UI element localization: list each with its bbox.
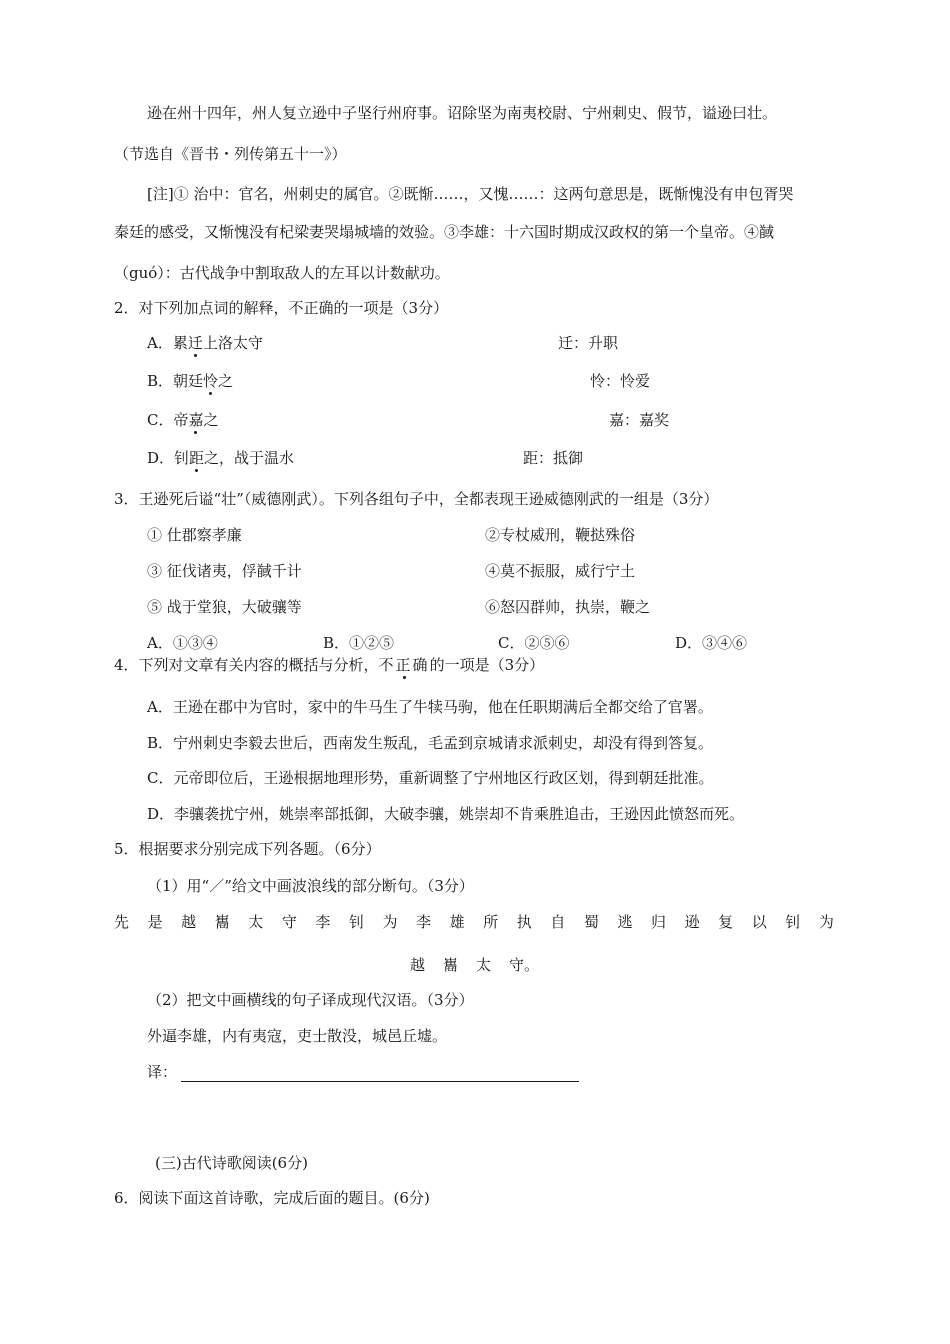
- punctuation-passage-end: [410, 955, 539, 975]
- q4-option-b: B．宁州刺史李毅去世后，西南发生叛乱，毛孟到京城请求派刺史，却没有得到答复。: [147, 734, 714, 752]
- passage-char: 为: [818, 913, 834, 931]
- passage-char: 复: [718, 913, 734, 931]
- note-line: 秦廷的感受，又惭愧没有杞梁妻哭塌城墙的效验。③李雄：十六国时期成汉政权的第一个皇帝。④馘: [114, 223, 775, 241]
- passage-char: 钊: [785, 913, 801, 931]
- q3-choice-b: B．①②⑤: [323, 634, 395, 652]
- passage-line: 逊在州十四年，州人复立逊中子坚行州府事。诏除坚为南夷校尉、宁州刺史、假节，谥逊曰壮。: [147, 104, 778, 122]
- question-6-stem: 6．阅读下面这首诗歌，完成后面的题目。(6分): [114, 1189, 430, 1207]
- note-line: （guó）：古代战争中割取敌人的左耳以计数献功。: [114, 264, 450, 282]
- passage-char: 钊: [348, 913, 364, 931]
- question-3-stem: 3．王逊死后谥“壮”（威德刚武）。下列各组句子中，全都表现王逊威德刚武的一组是（3分）: [114, 490, 719, 508]
- passage-char: 归: [651, 913, 667, 931]
- q2-option-c: C．帝嘉之: [147, 411, 219, 429]
- q2-option-d-gloss: 距：抵御: [523, 449, 584, 467]
- q2-option-c-gloss: 嘉：嘉奖: [609, 411, 670, 429]
- note-line: [注]① 治中：官名，州刺史的属官。②既惭……，又愧……：这两句意思是，既惭愧没有申包胥哭: [147, 185, 794, 203]
- q5-sub1: （1）用“／”给文中画波浪线的部分断句。（3分）: [147, 877, 474, 895]
- q4-option-a: A．王逊在郡中为官时，家中的牛马生了牛犊马驹，他在任职期满后全都交给了官署。: [147, 698, 713, 716]
- q5-sub2: （2）把文中画横线的句子译成现代汉语。（3分）: [147, 991, 474, 1009]
- q2-option-a-gloss: 迁：升职: [558, 334, 619, 352]
- q3-item: ④莫不振服，威行宁土: [485, 562, 636, 580]
- passage-char: 逊: [684, 913, 700, 931]
- passage-char: 蜀: [583, 913, 599, 931]
- q4-option-d: D．李骧袭扰宁州，姚崇率部抵御，大破李骧，姚崇却不肯乘胜追击，王逊因此愤怒而死。: [147, 805, 745, 823]
- q2-option-b-gloss: 怜：怜爱: [590, 372, 651, 390]
- emphasis-dots: 不正确: [378, 656, 430, 674]
- q3-choice-d: D．③④⑥: [675, 634, 748, 652]
- answer-blank[interactable]: [181, 1065, 579, 1082]
- section-heading: (三)古代诗歌阅读(6分): [155, 1154, 308, 1172]
- q2-option-b: B．朝廷怜之: [147, 372, 234, 390]
- translate-sentence: 外逼李雄，内有夷寇，吏士散没，城邑丘墟。: [147, 1027, 448, 1045]
- passage-char: 逃: [617, 913, 633, 931]
- passage-char: 为: [382, 913, 398, 931]
- passage-source: （节选自《晋书・列传第五十一》）: [114, 145, 347, 163]
- q3-item: ②专杖威刑，鞭挞殊俗: [485, 526, 636, 544]
- passage-char: 是: [147, 913, 163, 931]
- q3-choice-c: C．②⑤⑥: [498, 634, 570, 652]
- passage-char: 巂: [443, 956, 459, 974]
- passage-char: 越: [181, 913, 197, 931]
- passage-char: 守。: [509, 956, 540, 974]
- q3-item: ⑤ 战于堂狼，大破骧等: [147, 598, 302, 616]
- question-4-stem: 4．下列对文章有关内容的概括与分析，不正确的一项是（3分）: [114, 656, 545, 674]
- q3-item: ① 仕郡察孝廉: [147, 526, 242, 544]
- q4-option-c: C．元帝即位后，王逊根据地理形势，重新调整了宁州地区行政区划，得到朝廷批准。: [147, 769, 714, 787]
- passage-char: 所: [483, 913, 499, 931]
- translate-line: 译：: [147, 1062, 579, 1082]
- q2-option-d: D．钊距之，战于温水: [147, 449, 295, 467]
- passage-char: 自: [550, 913, 566, 931]
- q3-item: ⑥怒囚群帅，执崇，鞭之: [485, 598, 651, 616]
- punctuation-passage: [114, 912, 834, 932]
- question-5-stem: 5．根据要求分别完成下列各题。（6分）: [114, 840, 381, 858]
- passage-char: 李: [315, 913, 331, 931]
- passage-char: 以: [751, 913, 767, 931]
- passage-char: 守: [281, 913, 297, 931]
- passage-char: 太: [248, 913, 264, 931]
- passage-char: 雄: [449, 913, 465, 931]
- passage-char: 执: [516, 913, 532, 931]
- q2-option-a: A．累迁上洛太守: [147, 334, 263, 352]
- passage-char: 先: [114, 913, 130, 931]
- q3-item: ③ 征伐诸夷，俘馘千计: [147, 562, 302, 580]
- question-2-stem: 2．对下列加点词的解释，不正确的一项是（3分）: [114, 299, 449, 317]
- q3-choice-a: A．①③④: [147, 634, 218, 652]
- passage-char: 太: [476, 956, 492, 974]
- passage-char: 越: [410, 956, 426, 974]
- passage-char: 巂: [214, 913, 230, 931]
- passage-char: 李: [416, 913, 432, 931]
